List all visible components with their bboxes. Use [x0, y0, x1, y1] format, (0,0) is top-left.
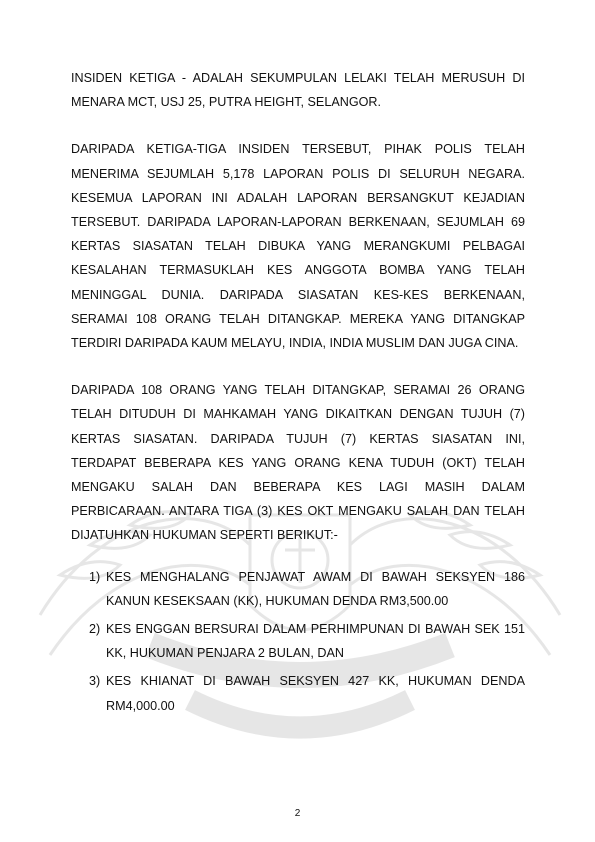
document-body — [71, 66, 525, 722]
paragraph: DARIPADA KETIGA-TIGA INSIDEN TERSEBUT, PIHAK POLIS TELAH MENERIMA SEJUMLAH 5,178 LAPORAN POLIS DI SELURUH NEGARA. KESEMUA LAPORAN INI ADALAH LAPORAN BERSANGKUT KEJADIAN TERSEBUT. DARIPADA LAPORAN-LAPORAN BERKENAAN, SEJUMLAH 69 KERTAS SIASATAN TELAH DIBUKA YANG MERANGKUMI PELBAGAI KESALAHAN TERMASUKLAH KES ANGGOTA BOMBA YANG TELAH MENINGGAL DUNIA. DARIPADA SIASATAN KES-KES BERKENAAN, SERAMAI 108 ORANG TELAH DITANGKAP. MEREKA YANG DITANGKAP TERDIRI DARIPADA KAUM MELAYU, INDIA, INDIA MUSLIM DAN JUGA CINA. — [71, 142, 525, 351]
paragraph: DARIPADA 108 ORANG YANG TELAH DITANGKAP, SERAMAI 26 ORANG TELAH DITUDUH DI MAHKAMAH YANG DIKAITKAN DENGAN TUJUH (7) KERTAS SIASATAN. DARIPADA TUJUH (7) KERTAS SIASATAN INI, TERDAPAT BEBERAPA KES YANG ORANG KENA TUDUH (OKT) TELAH MENGAKU SALAH DAN BEBERAPA KES LAGI MASIH DALAM PERBICARAAN. ANTARA TIGA (3) KES OKT MENGAKU SALAH DAN TELAH DIJATUHKAN HUKUMAN SEPERTI BERIKUT:- — [71, 383, 525, 543]
list-item-number: 2) — [89, 622, 101, 637]
paragraph: INSIDEN KETIGA - ADALAH SEKUMPULAN LELAKI TELAH MERUSUH DI MENARA MCT, USJ 25, PUTRA HEIGHT, SELANGOR. — [71, 71, 525, 110]
list-item-text: KES ENGGAN BERSURAI DALAM PERHIMPUNAN DI BAWAH SEK 151 KK, HUKUMAN PENJARA 2 BULAN, DAN — [106, 622, 525, 661]
list-item — [89, 617, 525, 665]
list-item — [89, 565, 525, 613]
list-item-text: KES MENGHALANG PENJAWAT AWAM DI BAWAH SEKSYEN 186 KANUN KESEKSAAN (KK), HUKUMAN DENDA RM3,500.00 — [106, 569, 525, 608]
list-item-number: 3) — [89, 674, 101, 689]
sentence-list — [71, 565, 525, 718]
page-number: 2 — [294, 808, 301, 819]
list-item-number: 1) — [89, 569, 101, 584]
list-item-text: KES KHIANAT DI BAWAH SEKSYEN 427 KK, HUKUMAN DENDA RM4,000.00 — [106, 674, 525, 713]
list-item — [89, 669, 525, 717]
